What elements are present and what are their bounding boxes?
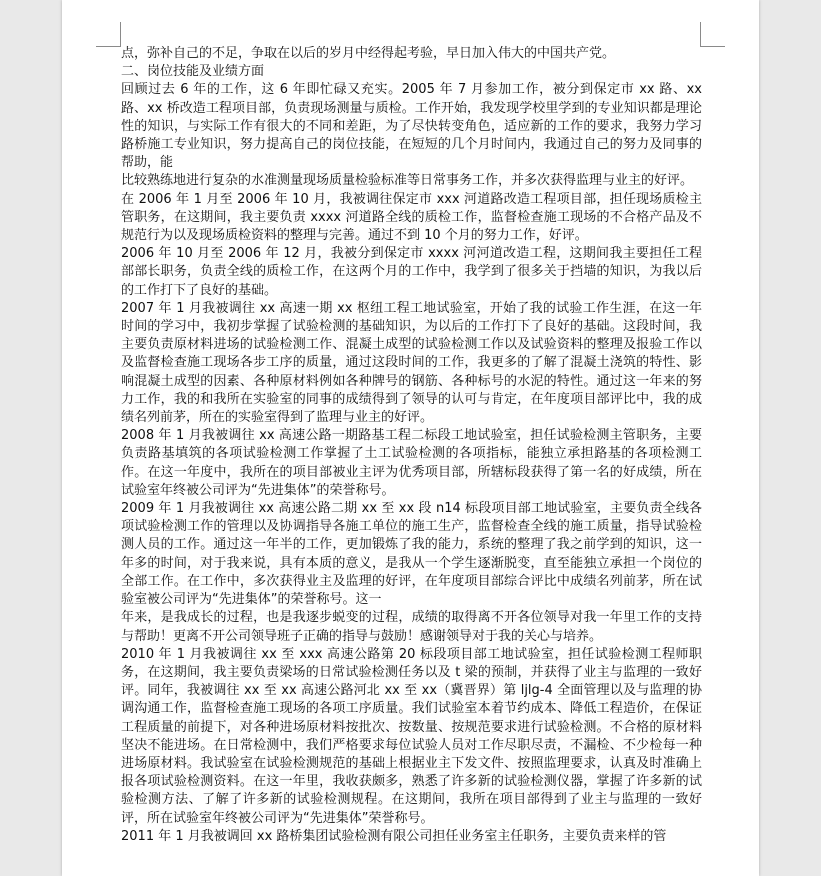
paragraph: 点，弥补自己的不足，争取在以后的岁月中经得起考验，早日加入伟大的中国共产党。	[121, 46, 616, 61]
paragraph: 2009 年 1 月我被调往 xx 高速公路二期 xx 至 xx 段 n14 标段项目部工地试验室，主要负责全线各项试验检测工作的管理以及协调指导各施工单位的施工生产，监督检查全线的施工质量，指导试验检测人员的工作。通过这一年半的工作，更加锻炼了我的能力，系统的整理了我之前学到的知识，这一年多的时间，对于我来说，具有本质的意义，是我从一个学生逐渐脱变，直至能独立承担一个岗位的全部工作。在工作中，多次获得业主及监理的好评，在年度项目部综合评比中成绩名列前茅，所在试验室被公司评为“先进集体”的荣誉称号。这一	[121, 501, 702, 608]
paragraph: 2006 年 10 月至 2006 年 12 月，我被分到保定市 xxxx 河河道改造工程，这期间我主要担任工程部部长职务，负责全线的质检工作，在这两个月的工作中，我学到了很多关于挡墙的知识，为我以后的工作打下了良好的基础。	[121, 246, 702, 298]
section-heading: 二、岗位技能及业绩方面	[121, 64, 265, 80]
paragraph: 2007 年 1 月我被调往 xx 高速一期 xx 枢纽工程工地试验室，开始了我的试验工作生涯，在这一年时间的学习中，我初步掌握了试验检测的基础知识，为以后的工作打下了良好的基础。这段时间，我主要负责原材料进场的试验检测工作、混凝土成型的试验检测工作以及试验资料的整理及报验工作以及监督检查施工现场各步工序的质量，通过这段时间的工作，我更多的了解了混凝土浇筑的特性、影响混凝土成型的因素、各种原材料例如各种牌号的钢筋、各种标号的水泥的特性。通过这一年来的努力工作，我的和我所在实验室的同事的成绩得到了领导的认可与肯定，在年度项目部评比中，我的成绩名列前茅，所在的实验室得到了监理与业主的好评。	[121, 300, 702, 426]
crop-mark-top-right	[700, 22, 725, 47]
paragraph: 比较熟练地进行复杂的水准测量现场质量检验标准等日常事务工作，并多次获得监理与业主的好评。	[121, 173, 694, 189]
paragraph: 2008 年 1 月我被调往 xx 高速公路一期路基工程二标段工地试验室，担任试验检测主管职务，主要负责路基填筑的各项试验检测工作掌握了土工试验检测的各项指标，能独立承担路基的各项检测工作。在这一年度中，我所在的项目部被业主评为优秀项目部，所辖标段获得了第一名的好成绩，所在试验室年终被公司评为“先进集体”的荣誉称号。	[121, 428, 702, 498]
document-body	[121, 45, 702, 846]
paragraph: 年来，是我成长的过程，也是我逐步蜕变的过程，成绩的取得离不开各位领导对我一年里工作的支持与帮助！更离不开公司领导班子正确的指导与鼓励！感谢领导对于我的关心与培养。	[121, 610, 702, 644]
crop-mark-top-left	[96, 22, 121, 47]
paragraph: 2010 年 1 月我被调往 xx 至 xxx 高速公路第 20 标段项目部工地试验室，担任试验检测工程师职务，在这期间，我主要负责梁场的日常试验检测任务以及 t 梁的预制，并获得了业主与监理的一致好评。同年，我被调往 xx 至 xx 高速公路河北 xx 至 xx（冀晋界）第 ljlg-4 全面管理以及与监理的协调沟通工作，监督检查施工现场的各项工序质量。我们试验室本着节约成本、降低工程造价，在保证工程质量的前提下，对各种进场原材料按批次、按数量、按规范要求进行试验检测。不合格的原材料坚决不能进场。在日常检测中，我们严格要求每位试验人员对工作尽职尽责，不漏检、不少检每一种进场原材料。我试验室在试验检测规范的基础上根据业主下发文件、按照监理要求，认真及时准确上报各项试验检测资料。在这一年里，我收获颇多，熟悉了许多新的试验检测仪器，掌握了许多新的试验检测方法、了解了许多新的试验检测规程。在这期间，我所在项目部得到了业主与监理的一致好评，所在试验室年终被公司评为“先进集体”荣誉称号。	[121, 646, 702, 826]
document-page	[62, 0, 759, 876]
paragraph: 回顾过去 6 年的工作，这 6 年即忙碌又充实。2005 年 7 月参加工作，被分到保定市 xx 路、xx 路、xx 桥改造工程项目部，负责现场测量与质检。工作开始，我发现学校里学到的专业知识都是理论性的知识，与实际工作有很大的不同和差距，为了尽快转变角色，适应新的工作的要求，我努力学习路桥施工专业知识，努力提高自己的岗位技能，在短短的几个月时间内，我通过自己的努力及同事的帮助，能	[121, 82, 702, 171]
paragraph: 在 2006 年 1 月至 2006 年 10 月，我被调往保定市 xxx 河道路改造工程项目部，担任现场质检主管职务，在这期间，我主要负责 xxxx 河道路全线的质检工作，监督检查施工现场的不合格产品及不规范行为以及现场质检资料的整理与完善。通过不到 10 个月的努力工作，好评。	[121, 191, 702, 244]
paragraph: 2011 年 1 月我被调回 xx 路桥集团试验检测有限公司担任业务室主任职务，主要负责来样的管	[121, 828, 667, 844]
